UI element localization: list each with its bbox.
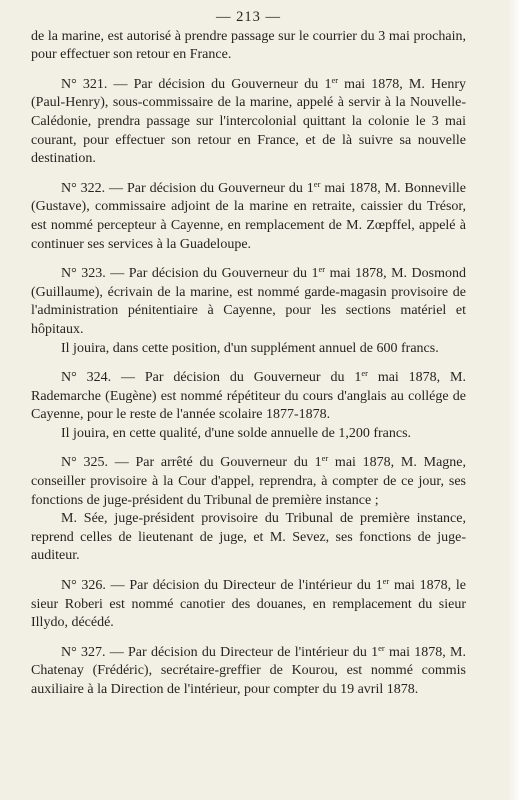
paragraph-continuation: de la marine, est autorisé à prendre passage sur le courrier du 3 mai prochain, pour effectuer son retour en France. [31,28,466,63]
paragraph-323: N° 323. — Par décision du Gouverneur du 1er mai 1878, M. Dosmond (Guillaume), écrivain de la marine, est nommé garde-magasin provisoire de l'administration pénitentiaire à Cayenne, pour les sections matériel et hôpitaux. [31,264,467,337]
paragraph-326: N° 326. — Par décision du Directeur de l'intérieur du 1er mai 1878, le sieur Roberi est nommé canotier des douanes, en remplacement du sieur Illydo, décédé. [31,576,466,631]
page-number: — 213 — [216,9,281,25]
paragraph-321: N° 321. — Par décision du Gouverneur du 1er mai 1878, M. Henry (Paul-Henry), sous-commissaire de la marine, appelé à servir à la Nouvelle-Calédonie, prendra passage sur l'intercolonial quittant la colonie le 3 mai courant, pour effectuer son retour en France, et de là suivre sa nouvelle destination. [31,74,466,167]
paragraph-323-supplement: Il jouira, dans cette position, d'un supplément annuel de 600 francs. [61,340,439,356]
paragraph-325-continued: M. Sée, juge-président provisoire du Tribunal de première instance, reprend celles de lieutenant de juge, et M. Sevez, ses fonctions de juge-auditeur. [31,511,466,564]
paragraph-327: N° 327. — Par décision du Directeur de l'intérieur du 1er mai 1878, M. Chatenay (Frédéric), secrétaire-greffier de Kourou, est nommé commis auxiliaire à la Direction de l'intérieur, pour compter du 19 avril 1878. [31,642,466,697]
paragraph-325: N° 325. — Par arrêté du Gouverneur du 1er mai 1878, M. Magne, conseiller provisoire à la Cour d'appel, reprendra, à compter de ce jour, ses fonctions de juge-président du Tribunal de première instance ; [31,453,466,508]
paragraph-324: N° 324. — Par décision du Gouverneur du 1er mai 1878, M. Rademarche (Eugène) est nommé répétiteur du cours d'anglais au collége de Cayenne, pour le reste de l'année scolaire 1877-1878. [31,368,466,423]
paragraph-324-salary: Il jouira, en cette qualité, d'une solde annuelle de 1,200 francs. [61,425,412,441]
paragraph-322: N° 322. — Par décision du Gouverneur du 1er mai 1878, M. Bonneville (Gustave), commissaire adjoint de la marine en retraite, caissier du Trésor, est nommé percepteur à Cayenne, en remplacement de M. Zœpffel, appelé à continuer ses services à la Guadeloupe. [31,178,466,252]
